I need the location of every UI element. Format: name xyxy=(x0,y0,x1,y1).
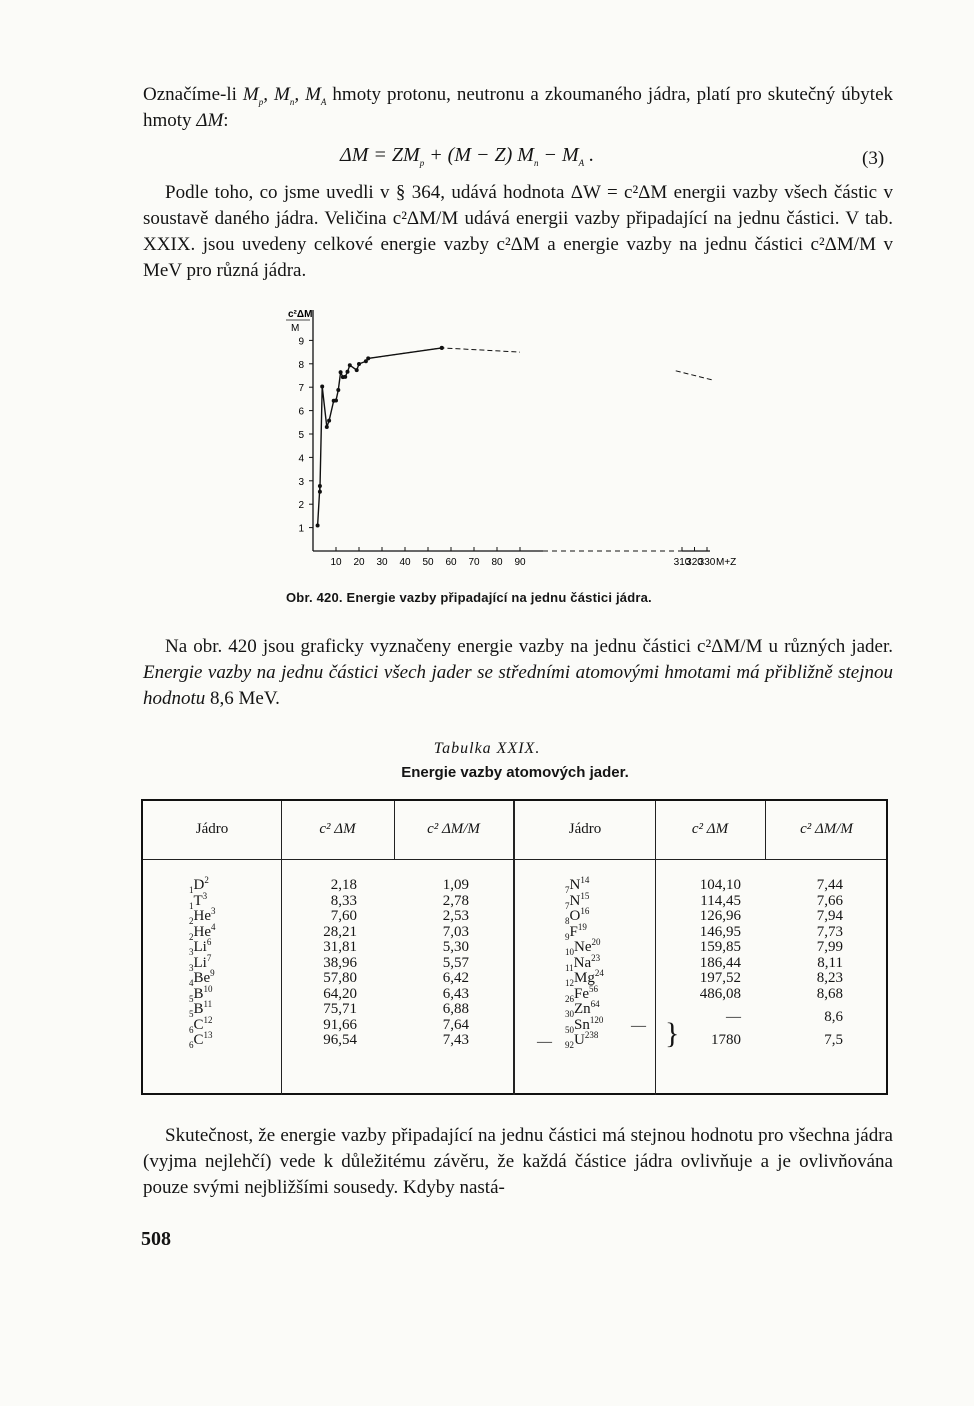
x-tick-label: 70 xyxy=(468,557,480,568)
table-cell: 2,78 xyxy=(442,892,469,909)
paragraph-figure-description: Na obr. 420 jsou graficky vyznačeny energie vazby na jednu částici c²ΔM/M u různých jader. Energie vazby na jednu částici všech jader se středními atomovými hmotami má přibližně stejnou hodnotu 8,6 MeV. xyxy=(143,636,893,709)
y-tick-label: 9 xyxy=(298,336,304,348)
table-cell: 7,64 xyxy=(442,1016,469,1033)
y-axis-label-denominator: M xyxy=(291,323,300,334)
table-cell: $_2He^3$ xyxy=(189,906,216,926)
x-tick-label: 50 xyxy=(422,557,434,568)
header-dmm-right: c² ΔM/M xyxy=(800,821,853,837)
table-cell: 64,20 xyxy=(323,985,357,1002)
table-cell: 6,88 xyxy=(442,1001,469,1017)
figure-caption: Obr. 420. Energie vazby připadající na jednu částici jádra. xyxy=(286,590,652,605)
table-cell: 104,10 xyxy=(699,877,741,893)
table-cell: 159,85 xyxy=(699,939,741,955)
x-tick-label: 80 xyxy=(491,557,503,568)
table-cell: 7,03 xyxy=(442,923,469,940)
table-cell: — xyxy=(726,1009,741,1025)
x-tick-label: 10 xyxy=(330,557,342,568)
data-point xyxy=(343,375,347,379)
table-cell: 5,57 xyxy=(442,954,469,971)
table-cell: $_2He^4$ xyxy=(189,921,216,942)
data-point xyxy=(325,425,329,429)
table-title: Tabulka XXIX. xyxy=(433,740,541,757)
table-cell: 96,54 xyxy=(323,1032,357,1048)
table-cell: $_5B^{10}$ xyxy=(189,983,213,1004)
y-tick-label: 5 xyxy=(298,430,304,441)
table-cell: 7,43 xyxy=(442,1032,469,1048)
table-cell: $_8O^{16}$ xyxy=(565,906,590,926)
data-point xyxy=(440,346,444,350)
table-cell: 126,96 xyxy=(699,908,741,924)
table-cell: $_4Be^9$ xyxy=(189,968,215,988)
table-cell: $_7N^{15}$ xyxy=(565,890,590,911)
table-cell: 7,5 xyxy=(824,1032,843,1048)
table-cell: 38,96 xyxy=(323,954,357,971)
table-cell: 8,11 xyxy=(817,954,843,971)
table-cell: 75,71 xyxy=(323,1001,357,1017)
table-cell: $_1D^2$ xyxy=(189,875,209,895)
data-point xyxy=(327,419,331,423)
column-dmm-right xyxy=(787,878,843,1049)
table-cell: 8,68 xyxy=(816,985,843,1002)
table-cell: 7,99 xyxy=(816,939,843,955)
x-tick-label: 90 xyxy=(514,557,526,568)
paragraph-binding-energy: Podle toho, co jsme uvedli v § 364, udává hodnota ΔW = c²ΔM energii vazby všech částic v soustavě daného jádra. Veličina c²ΔM/M udává energii vazby připadající na jednu částici. V tab. XXIX. jsou uvedeny celkové energie vazby c²ΔM a energie vazby na jednu částici c²ΔM/M v MeV pro různá jádra. xyxy=(143,182,893,281)
column-dm-left xyxy=(293,878,357,1049)
column-nuclei-left xyxy=(189,875,216,1050)
brace: } xyxy=(665,1017,680,1050)
y-tick-label: 3 xyxy=(298,476,304,488)
table-cell: $_7N^{14}$ xyxy=(565,875,590,895)
header-nucleus-left: Jádro xyxy=(195,821,229,837)
table-cell: 486,08 xyxy=(699,985,741,1002)
data-point xyxy=(346,370,350,374)
data-point xyxy=(318,484,322,488)
data-point xyxy=(334,399,338,403)
table-cell: 197,52 xyxy=(699,970,741,986)
data-point xyxy=(357,362,361,366)
table-cell: 2,53 xyxy=(442,908,469,924)
header-dmm-left: c² ΔM/M xyxy=(427,821,480,837)
table-cell: $_{92}U^{238}$ xyxy=(565,1030,599,1050)
table-cell: 7,44 xyxy=(816,877,843,893)
table-cell: $_9F^{19}$ xyxy=(565,921,587,942)
column-dmm-left xyxy=(405,878,469,1049)
y-tick-label: 8 xyxy=(298,359,304,371)
data-point xyxy=(318,490,322,494)
table-cell: $_3Li^7$ xyxy=(189,952,212,973)
table-cell: 31,81 xyxy=(323,939,357,955)
intro-paragraph: Označíme-li $M_p$, $M_n$, $M_A$ hmoty protonu, neutronu a zkoumaného jádra, platí pro skutečný úbytek hmoty ΔM: xyxy=(143,84,894,131)
table-cell: 6,43 xyxy=(442,985,469,1002)
header-dm-right: c² ΔM xyxy=(691,821,729,837)
table-cell: 186,44 xyxy=(699,954,741,971)
table-cell: $_3Li^6$ xyxy=(189,937,212,957)
table-cell: $_{50}Sn^{120}$ xyxy=(565,1014,604,1035)
table-cell: 146,95 xyxy=(699,923,741,940)
table-cell: $_{12}Mg^{24}$ xyxy=(565,968,604,988)
table-cell: 5,30 xyxy=(442,939,469,955)
table-cell: 28,21 xyxy=(323,923,357,940)
table-cell: $_{26}Fe^{56}$ xyxy=(565,983,598,1004)
table-cell: 6,42 xyxy=(442,970,469,986)
data-point xyxy=(348,363,352,367)
table-cell: 2,18 xyxy=(330,877,357,893)
y-tick-label: 2 xyxy=(298,500,304,512)
data-point xyxy=(339,370,343,374)
y-tick-label: 6 xyxy=(298,406,304,418)
table-cell: $_1T^3$ xyxy=(189,890,208,911)
y-tick-label: 1 xyxy=(298,523,304,535)
x-tick-label: 20 xyxy=(353,557,365,568)
data-point xyxy=(336,388,340,392)
x-tick-label: 320 xyxy=(686,557,703,568)
table-cell: 1780 xyxy=(711,1032,741,1048)
table-cell: 7,94 xyxy=(816,908,843,924)
equation-number: (3) xyxy=(862,148,885,169)
x-tick-label: 60 xyxy=(445,557,457,568)
y-tick-label: 7 xyxy=(298,383,304,395)
table-cell: 1,09 xyxy=(442,877,469,893)
x-tick-label: 310 xyxy=(673,557,691,568)
table-cell: $_5B^{11}$ xyxy=(189,999,213,1019)
binding-energy-table: Jádro c² ΔM c² ΔM/M Jádro c² ΔM c² ΔM/M $_1D^2$ $_1T^3$ $_2He^3$ $_2He^4$ $_3Li^6$ $_3Li^7$ $_4Be^9$ $_5B^{10}$ $_5B^{11}$ $_6C^{12}$ $_6C^{13}$ 2,18 8,33 7,60 28,21 31,81 38,96 57,80 64,20 75,71 91,66 96,54 1,09 2,78 2,53 7,03 5,30 5,57 6,42 6,43 6,88 7,64 7,43 $_7N^{14}$ $_7N^{15}$ $_8O^{16}$ $_9F^{19}$ $_{10}Ne^{20}$ $_{11}Na^{23}$ $_{12}Mg^{24}$ $_{26}Fe^{56}$ $_{30}Zn^{64}$ $_{50}Sn^{120}$ $_{92}U^{238}$ 104,10 114,45 126,96 146,95 159,85 186,44 197,52 486,08 — 1780 7,44 7,66 7,94 7,73 7,99 8,11 8,23 8,68 8,6 7,5 — — } xyxy=(141,799,888,1095)
data-point xyxy=(316,523,320,527)
x-axis-label: M+Z xyxy=(716,557,737,568)
table-cell: $_6C^{13}$ xyxy=(189,1030,213,1050)
table-cell: $_{30}Zn^{64}$ xyxy=(565,999,600,1019)
table-cell: 57,80 xyxy=(323,970,357,986)
page-number: 508 xyxy=(141,1228,171,1250)
table-cell: 7,60 xyxy=(330,908,357,924)
series-line-0 xyxy=(318,348,442,526)
table-cell: 91,66 xyxy=(323,1016,357,1033)
table-subtitle: Energie vazby atomových jader. xyxy=(401,764,629,781)
table-cell: $_6C^{12}$ xyxy=(189,1014,213,1035)
x-tick-label: 30 xyxy=(376,557,388,568)
table-cell: 7,66 xyxy=(816,892,843,909)
equation: $\Delta M = ZM_p + (M - Z) M_n - M_A$ . xyxy=(340,144,595,168)
data-point xyxy=(355,368,359,372)
y-tick-label: 4 xyxy=(298,453,304,465)
paragraph-conclusion: Skutečnost, že energie vazby připadající na jednu částici má stejnou hodnotu pro všechna jádra (vyjma nejlehčí) vede k důležitému závěru, že každá částice jádra ovlivňuje a je ovlivňována pouze svými nejbližšími sousedy. Kdyby nastá- xyxy=(143,1125,893,1198)
column-dm-right xyxy=(675,878,741,1049)
table-cell: 8,6 xyxy=(824,1009,843,1025)
column-nuclei-right xyxy=(565,875,604,1050)
y-axis-label: c²ΔM xyxy=(288,309,313,320)
table-cell: 114,45 xyxy=(700,892,741,909)
table-cell: 8,23 xyxy=(816,970,843,986)
table-cell: $_{10}Ne^{20}$ xyxy=(565,937,601,957)
x-tick-label: 40 xyxy=(399,557,411,568)
table-cell: $_{11}Na^{23}$ xyxy=(565,952,601,973)
table-cell: 7,73 xyxy=(816,923,843,940)
data-point xyxy=(320,384,324,388)
header-nucleus-right: Jádro xyxy=(568,821,602,837)
table-cell: 8,33 xyxy=(330,892,357,909)
series-line-2 xyxy=(676,371,714,380)
x-tick-label: 330 xyxy=(698,557,716,568)
binding-energy-chart xyxy=(0,0,974,600)
header-dm-left: c² ΔM xyxy=(319,821,356,837)
series-line-1 xyxy=(368,348,520,359)
